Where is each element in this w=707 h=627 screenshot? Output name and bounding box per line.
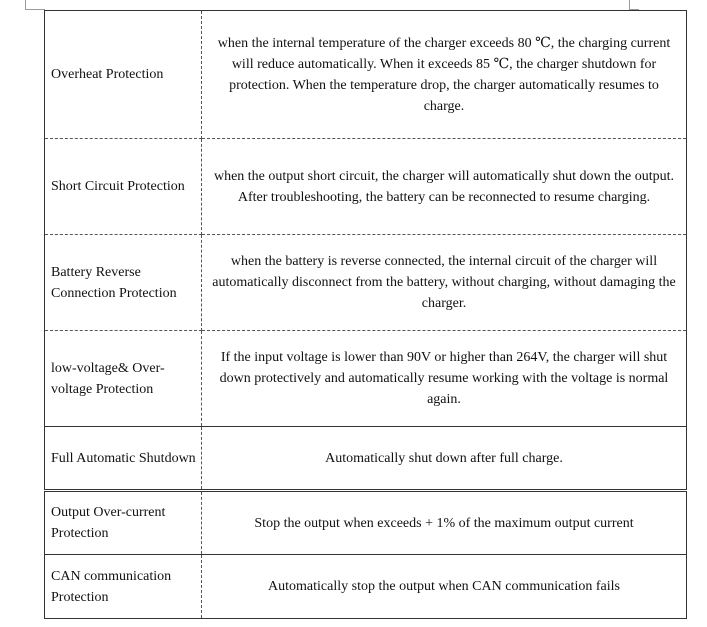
row-label-reverse-connection: Battery Reverse Connection Protection bbox=[45, 235, 202, 331]
page-corner-mark-left-h bbox=[25, 9, 45, 10]
row-label-short-circuit: Short Circuit Protection bbox=[45, 139, 202, 235]
table-row-short-circuit bbox=[45, 139, 687, 235]
row-desc-overheat: when the internal temperature of the charger exceeds 80 ℃, the charging current will reduce automatically. When it exceeds 85 ℃, the charger shutdown for protection. When the temperature drop, the charger automatically resumes to charge. bbox=[202, 11, 687, 139]
table-row-full-shutdown bbox=[45, 427, 687, 491]
table-row-voltage bbox=[45, 331, 687, 427]
row-desc-can-communication: Automatically stop the output when CAN communication fails bbox=[202, 555, 687, 619]
row-desc-short-circuit: when the output short circuit, the charger will automatically shut down the output. After troubleshooting, the battery can be reconnected to resume charging. bbox=[202, 139, 687, 235]
table-row-reverse-connection bbox=[45, 235, 687, 331]
row-desc-over-current: Stop the output when exceeds + 1% of the maximum output current bbox=[202, 491, 687, 555]
row-desc-full-shutdown: Automatically shut down after full charge. bbox=[202, 427, 687, 491]
table-row-overheat bbox=[45, 11, 687, 139]
table-row-can-communication bbox=[45, 555, 687, 619]
row-label-full-shutdown: Full Automatic Shutdown bbox=[45, 427, 202, 491]
row-desc-voltage: If the input voltage is lower than 90V or higher than 264V, the charger will shut down protectively and automatically resume working with the voltage is normal again. bbox=[202, 331, 687, 427]
protection-spec-table bbox=[44, 10, 687, 619]
row-desc-reverse-connection: when the battery is reverse connected, the internal circuit of the charger will automatically disconnect from the battery, without charging, without damaging the charger. bbox=[202, 235, 687, 331]
row-label-can-communication: CAN communication Protection bbox=[45, 555, 202, 619]
table-row-over-current bbox=[45, 491, 687, 555]
row-label-overheat: Overheat Protection bbox=[45, 11, 202, 139]
row-label-over-current: Output Over-current Protection bbox=[45, 491, 202, 555]
row-label-voltage: low-voltage& Over-voltage Protection bbox=[45, 331, 202, 427]
